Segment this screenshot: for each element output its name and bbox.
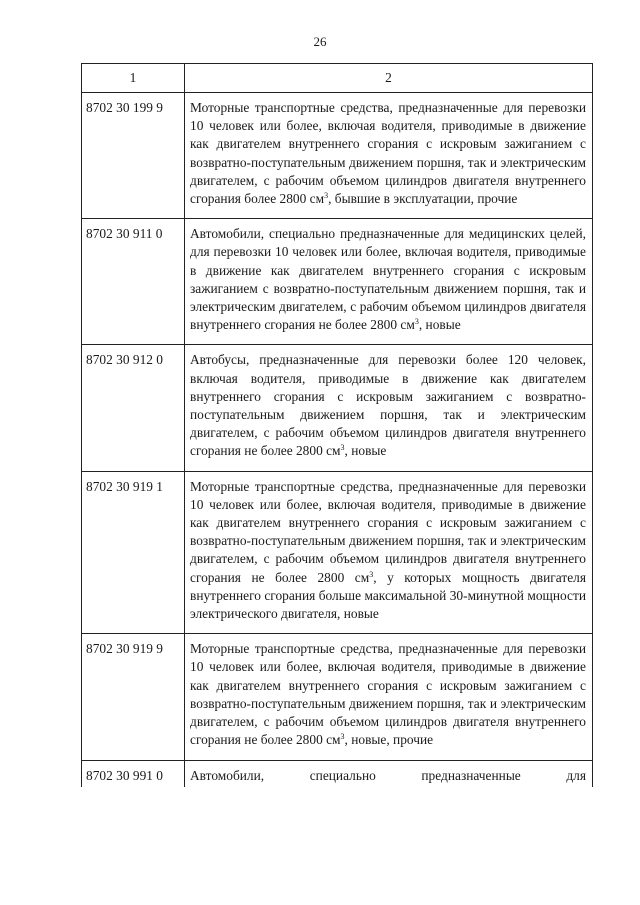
row-code: 8702 30 911 0: [82, 219, 185, 345]
row-code: 8702 30 912 0: [82, 345, 185, 471]
description-text-end: , новые: [344, 443, 387, 459]
column-header-1: 1: [82, 64, 185, 93]
description-text-end: , новые: [418, 317, 461, 333]
page-number: 26: [313, 34, 327, 49]
column-header-2: 2: [185, 64, 593, 93]
table-row: [82, 219, 593, 345]
description-text: Автомобили, специально предназначенные для: [190, 767, 586, 783]
description-text: Моторные транспортные средства, предназначенные для перевозки 10 человек или более, включая водителя, приводимые в движение как двигателем внутреннего сгорания с искровым зажиганием с возвратно-поступательным движением поршня, так и электрическим двигателем, с рабочим объемом цилиндров двигателя внутреннего сгорания не более 2800 см: [190, 641, 586, 748]
row-code: 8702 30 199 9: [82, 93, 185, 219]
superscript: 3: [369, 569, 374, 579]
row-code: 8702 30 991 0: [82, 760, 185, 787]
table-header-row: [82, 64, 593, 93]
description-text: Автомобили, специально предназначенные для медицинских целей, для перевозки 10 человек или более, включая водителя, приводимые в движение как двигателем внутреннего сгорания с искровым зажиганием с возвратно-поступательным движением поршня, так и электрическим двигателем, с рабочим объемом цилиндров двигателя внутреннего сгорания не более 2800 см: [190, 226, 586, 333]
description-text: Автобусы, предназначенные для перевозки более 120 человек, включая водителя, приводимые в движение как двигателем внутреннего сгорания с искровым зажиганием с возвратно-поступательным движением поршня, так и электрическим двигателем, с рабочим объемом цилиндров двигателя внутреннего сгорания не более 2800 см: [190, 352, 586, 459]
description-text: Моторные транспортные средства, предназначенные для перевозки 10 человек или более, включая водителя, приводимые в движение как двигателем внутреннего сгорания с искровым зажиганием с возвратно-поступательным движением поршня, так и электрическим двигателем, с рабочим объемом цилиндров двигателя внутреннего сгорания более 2800 см: [190, 100, 586, 207]
row-code: 8702 30 919 9: [82, 634, 185, 760]
tariff-code-table: [81, 63, 593, 787]
description-text: Моторные транспортные средства, предназначенные для перевозки 10 человек или более, включая водителя, приводимые в движение как двигателем внутреннего сгорания с искровым зажиганием с возвратно-поступательным движением поршня, так и электрическим двигателем, с рабочим объемом цилиндров двигателя внутреннего сгорания не более 2800 см: [190, 478, 586, 585]
row-description: [185, 760, 593, 787]
description-text-end: , новые, прочие: [344, 732, 434, 748]
row-description: [185, 471, 593, 634]
row-code: 8702 30 919 1: [82, 471, 185, 634]
table-row: [82, 345, 593, 471]
row-description: [185, 93, 593, 219]
description-text-end: , бывшие в эксплуатации, прочие: [328, 191, 518, 207]
table-row: [82, 93, 593, 219]
row-description: [185, 634, 593, 760]
table-row: [82, 471, 593, 634]
description-text-end: , у которых мощность двигателя внутреннего сгорания больше максимальной 30-минутной мощности электрического двигателя, новые: [190, 569, 587, 622]
superscript: 3: [340, 443, 345, 453]
row-description: [185, 345, 593, 471]
row-description: [185, 219, 593, 345]
superscript: 3: [414, 317, 419, 327]
table-row: [82, 760, 593, 787]
table-row: [82, 634, 593, 760]
superscript: 3: [324, 191, 329, 201]
superscript: 3: [340, 732, 345, 742]
